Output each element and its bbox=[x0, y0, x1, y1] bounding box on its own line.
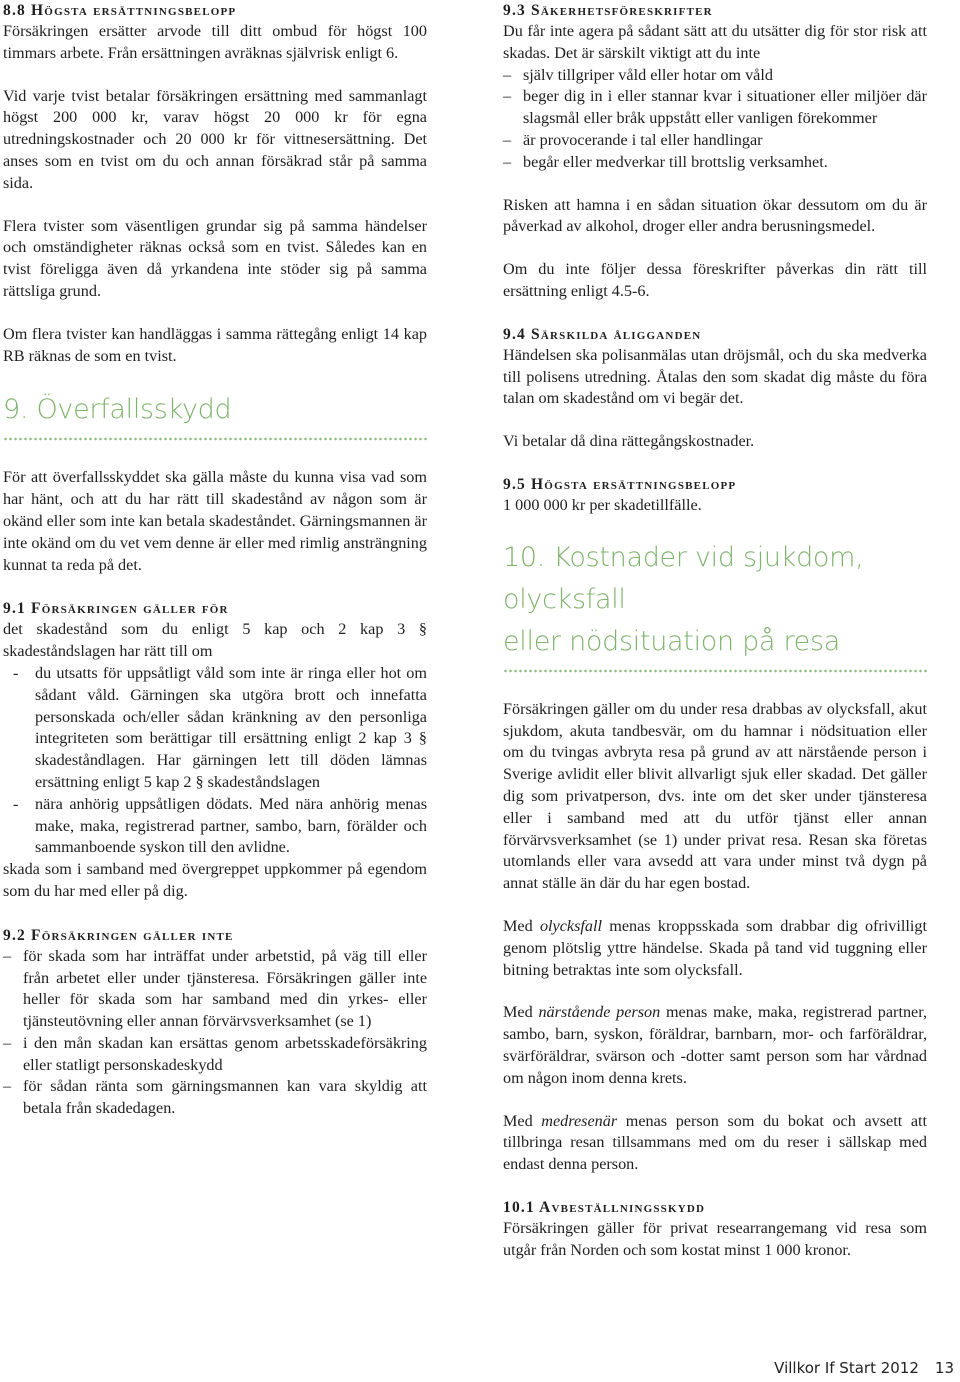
page-footer bbox=[774, 1359, 954, 1377]
text-run: menas make, maka, registrerad partner, sambo, barn, syskon, föräldrar, barnbarn, mor- och farföräldrar, svärföräldrar, svärson och -dotter samt person som har vårdnad om någon inom denna krets. bbox=[503, 1003, 928, 1087]
list-item: - nära anhörig uppsåtligen dödats. Med nära anhörig menas make, maka, registrerad partner, sambo, barn, förälder och sammanboende syskon till den avlidne. bbox=[3, 794, 427, 859]
document-title: Villkor If Start 2012 bbox=[774, 1359, 919, 1377]
section-10-1-title: 10.1 Avbeställningsskydd bbox=[503, 1198, 706, 1216]
section-8-8-paragraph-1: Försäkringen ersätter arvode till ditt ombud för högst 100 timmars arbete. Från ersättningen avräknas självrisk enligt 6. bbox=[3, 22, 427, 62]
list-item: – begår eller medverkar till brottslig verksamhet. bbox=[503, 152, 927, 174]
chapter-9-paragraph-1: För att överfallsskyddet ska gälla måste du kunna visa vad som har hänt, och att du har rätt till skadestånd av någon som är okänd eller som inte kan betala skadeståndet. Gärningsmannen är inte okänd om du vet vem denne är eller med rimlig ansträngning kunnat ta reda på det. bbox=[3, 468, 427, 574]
section-9-4-paragraph-1: Händelsen ska polisanmälas utan dröjsmål, och du ska medverka till polisens utredning. Åtalas den som skadat dig måste du föra talan om skadestånd om vi begär det. bbox=[503, 345, 927, 408]
list-item: – är provocerande i tal eller handlingar bbox=[503, 130, 927, 152]
section-9-3-intro: Du får inte agera på sådant sätt att du utsätter dig för stor risk att skadas. Det är särskilt viktigt att du inte bbox=[503, 22, 927, 62]
defined-term: närstående person bbox=[538, 1003, 661, 1022]
list-item: – själv tillgriper våld eller hotar om våld bbox=[503, 65, 927, 87]
text-run: menas person som du bokat och avsett att tillbringa resan tillsammans med om du reser i sällskap med endast denna person. bbox=[503, 1111, 927, 1174]
chapter-10-paragraph-2 bbox=[503, 916, 927, 981]
list-item: – i den mån skadan kan ersättas genom arbetsskadeförsäkring eller statligt personskadeskydd bbox=[3, 1033, 427, 1077]
section-9-2-title: 9.2 Försäkringen gäller inte bbox=[3, 926, 234, 944]
section-9-3-list bbox=[503, 65, 927, 174]
chapter-10-paragraph-1: Försäkringen gäller om du under resa drabbas av olycksfall, akut sjukdom, akuta tandbesvär, om du hamnar i nödsituation eller om du tvingas avbryta resa på grund av att närstående person i Sverige avlidit eller blivit allvarligt sjuk eller skadad. Det gäller dig som privatperson, dvs. inte om det sker under tjänsteresa eller i samband med att du utför tjänst eller annan förvärvsverksamhet (se 1) under privat resa. Resan ska företas utomlands eller vara avsedd att vara under minst två dygn på annat ställe än där du har egen bostad. bbox=[503, 699, 927, 893]
chapter-9-heading: 9. Överfallsskydd bbox=[3, 394, 232, 426]
section-9-3-paragraph-3: Om du inte följer dessa föreskrifter påverkas din rätt till ersättning enligt 4.5-6. bbox=[503, 260, 927, 300]
list-item: – beger dig in i eller stannar kvar i situationer eller miljöer där slagsmål eller bråk uppstått eller vanligen förekommer bbox=[503, 86, 927, 130]
page-number: 13 bbox=[934, 1359, 954, 1377]
dotted-divider bbox=[503, 669, 927, 673]
section-9-5-title: 9.5 Högsta ersättningsbelopp bbox=[503, 475, 737, 493]
text-run: Med bbox=[503, 1003, 539, 1022]
right-column bbox=[503, 0, 927, 1261]
section-8-8-title: 8.8 Högsta ersättningsbelopp bbox=[3, 2, 237, 19]
section-9-3-paragraph-2: Risken att hamna i en sådan situation ökar dessutom om du är påverkad av alkohol, droger eller andra berusningsmedel. bbox=[503, 195, 927, 236]
section-10-1-paragraph-1: Försäkringen gäller för privat researrangemang vid resa som utgår från Norden och som kostat minst 1 000 kronor. bbox=[503, 1218, 927, 1259]
left-column bbox=[3, 0, 427, 1120]
chapter-10-heading-line-2: eller nödsituation på resa bbox=[503, 625, 840, 657]
dotted-divider bbox=[3, 437, 427, 441]
chapter-10-paragraph-4 bbox=[503, 1111, 927, 1176]
text-run: menas kroppsskada som drabbar dig ofrivilligt genom plötslig yttre händelse. Skada på tand vid tuggning eller bitning betraktas inte som olycksfall. bbox=[503, 916, 927, 979]
section-9-5-paragraph-1: 1 000 000 kr per skadetillfälle. bbox=[503, 495, 702, 514]
section-9-1-list bbox=[3, 663, 427, 859]
section-9-3-title: 9.3 Säkerhetsföreskrifter bbox=[503, 2, 713, 19]
chapter-10-heading-line-1: 10. Kostnader vid sjukdom, olycksfall bbox=[503, 541, 864, 615]
list-item: – för sådan ränta som gärningsmannen kan vara skyldig att betala från skadedagen. bbox=[3, 1076, 427, 1120]
list-item: - du utsatts för uppsåtligt våld som inte är ringa eller hot om sådant våld. Gärningen ska utgöra brott och innefatta personskada och/eller sådan kränkning av den personliga integriteten som berättigar till ersättning enligt 2 kap 3 § skadeståndlagen. Har gärningen lett till döden lämnas ersättning enligt 5 kap 2 § skadeståndslagen bbox=[3, 663, 427, 794]
section-8-8-paragraph-3: Flera tvister som väsentligen grundar sig på samma händelser och omständigheter räknas också som en tvist. Således kan en tvist föreligga även då yrkandena inte stöder sig på samma rättsliga grund. bbox=[3, 216, 427, 300]
section-9-1-intro: det skadestånd som du enligt 5 kap och 2 kap 3 § skadeståndslagen har rätt till om bbox=[3, 620, 427, 661]
chapter-10-heading bbox=[503, 537, 927, 663]
section-8-8-paragraph-4: Om flera tvister kan handläggas i samma rättegång enligt 14 kap RB räknas de som en tvist. bbox=[3, 324, 427, 365]
text-run: Med bbox=[503, 1111, 542, 1130]
text-run: Med bbox=[503, 916, 540, 935]
chapter-10-paragraph-3 bbox=[503, 1002, 927, 1089]
section-9-1-title: 9.1 Försäkringen gäller för bbox=[3, 600, 229, 618]
section-9-2-list bbox=[3, 946, 427, 1120]
section-9-4-paragraph-2: Vi betalar då dina rättegångskostnader. bbox=[503, 432, 755, 451]
defined-term: medresenär bbox=[541, 1111, 618, 1130]
section-9-1-outro: skada som i samband med övergreppet uppkommer på egendom som du har med eller på dig. bbox=[3, 860, 427, 900]
defined-term: olycksfall bbox=[539, 916, 602, 935]
section-8-8-paragraph-2: Vid varje tvist betalar försäkringen ersättning med sammanlagt högst 200 000 kr, varav högst 20 000 kr för egna utredningskostnader och 20 000 kr för vittnesersättning. Det anses som en tvist om du och annan försäkrad står på samma sida. bbox=[3, 86, 427, 192]
list-item: – för skada som har inträffat under arbetstid, på väg till eller från arbetet eller under tjänsteresa. Försäkringen gäller inte heller för skada som har samband med din yrkes- eller tjänsteutövning eller annan förvärvsverksamhet (se 1) bbox=[3, 946, 427, 1033]
section-9-4-title: 9.4 Särskilda åligganden bbox=[503, 325, 702, 343]
